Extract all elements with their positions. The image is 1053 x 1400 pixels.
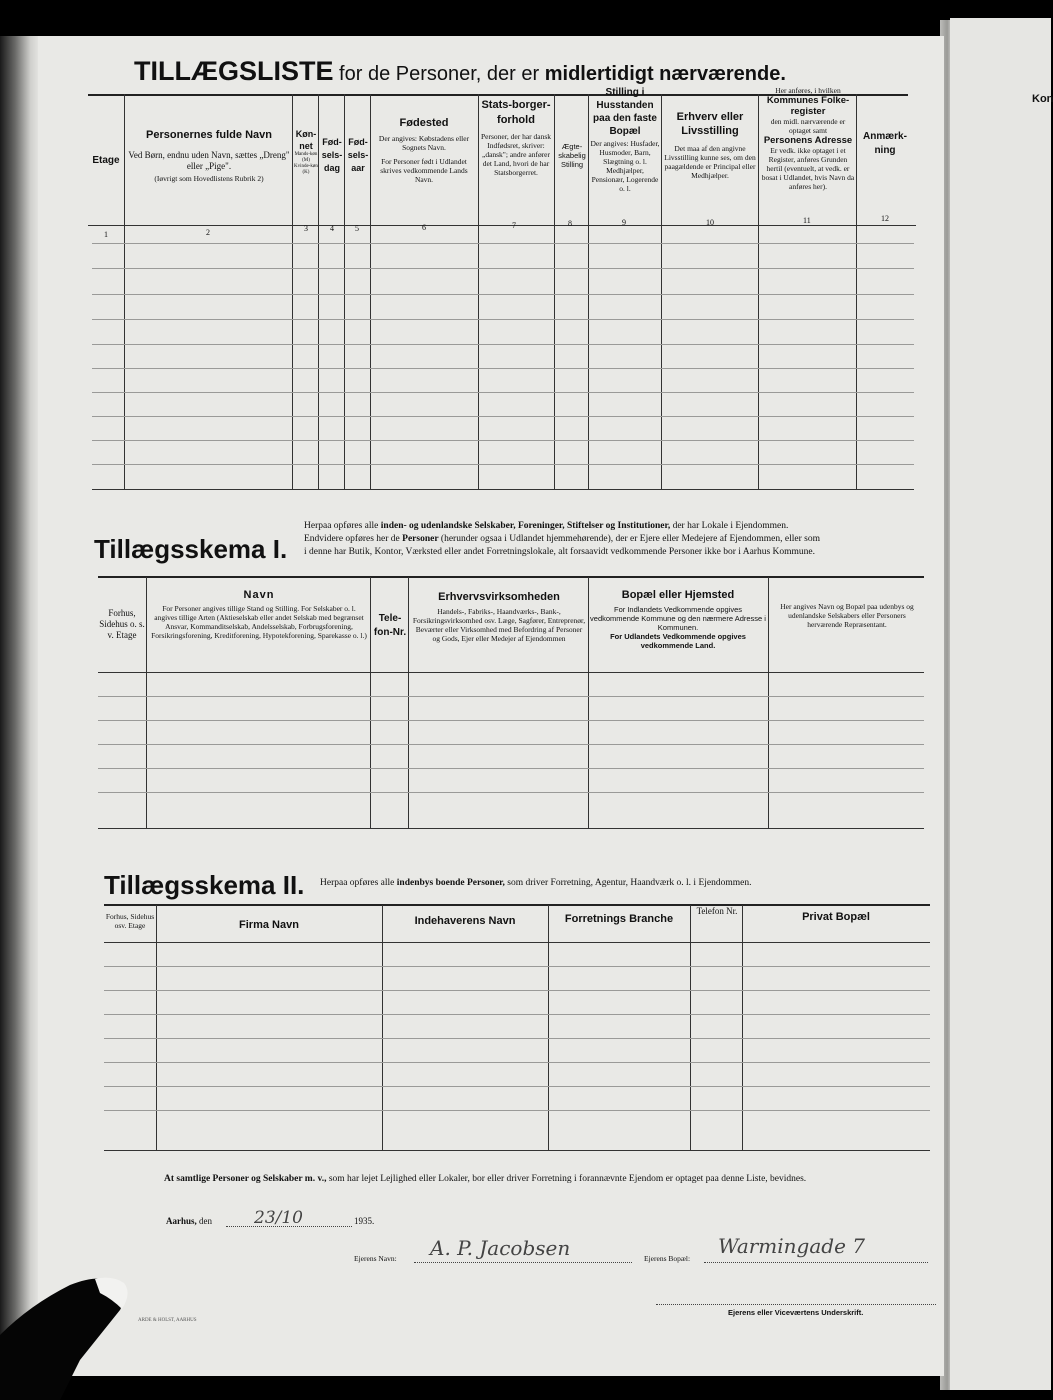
- form-page: TILLÆGSLISTE for de Personer, der er midlertidigt nærværende. Etage Personernes fulde Navn Ved Børn, endnu uden Navn, sættes „Dreng" eller „Pige". (Iøvrigt som Hovedlistens Rubrik 2) Køn-net Mands-køn (M) Kvinde-køn (K) Fød-sels-dag Fød-sels-aar Fødested Der angives: Købstadens eller Sognets Navn. For Personer født i Udlandet skrives vedkommende Lands Navn. Stats-borger-forhold Personer, der har dansk Indfødsret, skriver: „dansk"; andre anfører det Land, hvori de har Statsborgerret. Ægte-skabelig Stilling Stilling i Husstanden paa den faste Bopæl Der angives: Husfader, Husmoder, Barn, Slægtning o. l. Medhjælper, Pensionær, Logerende o. l. Erhverv eller Livsstilling Det maa af den angivne Livsstilling kunne ses, om den paagældende er Principal eller Medhjælper. Her anføres, i hvilken Kommunes Folke-register den midl. nærværende er optaget samt Personens Adresse Er vedk. ikke optaget i et Register, anføres Grunden hertil (eventuelt, at vedk. er bosat i Udlandet, hvis Navn da anføres her). Anmærk-ning 1 2 3 4 5 6 7 8 9 10 11 12 Tillægsskema I. Herpaa opføres alle inden- og udenlandske Selskaber, Foreninger, Stiftelser og Institutioner, der har Lokale i Ejendommen. Endvidere opføres her de Personer (herunder ogsaa i Udlandet hjemmehørende), der er Ejere eller Medejere af Ejendommen, eller som i denne har Butik, Kontor, Værksted eller andet Forretningslokale, alt forsaavidt vedkommende Personer ikke bor i Aarhus Kommune. Forhus, Sidehus o. s. v. Etage Navn For Personer angives tillige Stand og Stilling. For Selskaber o. l. angives tillige Arten (Aktieselskab eller andet Selskab med begrænset Ansvar, Kommanditselskab, Andelsselskab, Forbrugsforening, Forsikringsforening, Kreditforening, Hypotekforening, Sparekasse o. l.) Tele-fon-Nr. Erhvervsvirksomheden Handels-, Fabriks-, Haandværks-, Bank-, Forsikringsvirksomhed osv. Læge, Sagfører, Entreprenør, Beværter eller Virksomhed med Befordring af Personer og Gods, Ejer eller Medejer af Ejendommen Bopæl eller Hjemsted For Indlandets Vedkommende opgives vedkommende Kommune og den nærmere Adresse i Kommunen. For Udlandets Vedkommende opgives vedkommende Land. Her angives Navn og Bopæl paa udenbys og udenlandske Selskabers eller Personers herværende Repræsentant. Tillægsskema II. Herpaa opføres alle indenbys boende Personer, som driver Forretning, Agentur, Haandværk o. l. i Ejendommen. Forhus, Sidehus osv. Etage Firma Navn Indehaverens Navn Forretnings Branche Telefon Nr. Privat Bopæl At samtlige Personer og Selskaber m. v., som har lejet Lejlighed eller Lokaler, bor eller driver Forretning i forannævnte Ejendom er optaget paa denne Liste, bevidnes. Aarhus, den 23/10 1935. Ejerens Navn: A. P. Jacobsen Ejerens Bopæl: Warmingade 7 Ejerens eller Viceværtens Underskrift. ARDE & HOLST, AARHUS: [38, 36, 944, 1376]
- col-erhverv: Erhverv eller Livsstilling Det maa af den angivne Livsstilling kunne ses, om den paagældende er Principal eller Medhjælper.: [664, 111, 756, 180]
- skema1-col-repraesentant: Her angives Navn og Bopæl paa udenbys og udenlandske Selskabers eller Personers herværende Repræsentant.: [780, 602, 914, 629]
- owner-address-label: Ejerens Bopæl:: [644, 1254, 691, 1263]
- skema1-col-erhverv: Erhvervsvirksomheden Handels-, Fabriks-, Haandværks-, Bank-, Forsikringsvirksomhed osv. Læge, Sagfører, Entreprenør, Beværter eller Virksomhed med Befordring af Personer og Gods, Ejer eller Medejer af Ejendommen: [412, 591, 586, 643]
- footer-city: Aarhus, den: [166, 1216, 213, 1226]
- skema1-title: Tillægsskema I.: [94, 534, 288, 564]
- book-spine: [0, 36, 38, 1376]
- signature-label: Ejerens eller Viceværtens Underskrift.: [728, 1308, 864, 1317]
- handwritten-date: 23/10: [254, 1208, 303, 1228]
- col-statsborgerforhold: Stats-borger-forhold Personer, der har dansk Indfødsret, skriver: „dansk"; andre anfører det Land, hvori de har Statsborgerret.: [480, 99, 552, 177]
- handwritten-owner-address: Warmingade 7: [718, 1234, 865, 1258]
- footer-statement: At samtlige Personer og Selskaber m. v., som har lejet Lejlighed eller Lokaler, bor eller driver Forretning i forannævnte Ejendom er optaget paa denne Liste, bevidnes.: [164, 1174, 807, 1184]
- col-stilling-husstand: Stilling i Husstanden paa den faste Bopæl Der angives: Husfader, Husmoder, Barn, Slægtning o. l. Medhjælper, Pensionær, Logerende o. l.: [590, 87, 660, 193]
- col-foedested: Fødested Der angives: Købstadens eller Sognets Navn. For Personer født i Udlandet skrives vedkommende Lands Navn.: [378, 117, 470, 184]
- skema1-col-telefon: Tele-fon-Nr.: [373, 613, 407, 638]
- skema2-title: Tillægsskema II.: [104, 870, 305, 900]
- skema2-col-indehaver: Indehaverens Navn: [414, 915, 516, 927]
- col-aegteskabelig-stilling: Ægte-skabelig Stilling: [558, 142, 586, 169]
- handwritten-owner-name: A. P. Jacobsen: [430, 1236, 571, 1260]
- skema2-intro: Herpaa opføres alle indenbys boende Personer, som driver Forretning, Agentur, Haandværk o. l. i Ejendommen.: [320, 878, 752, 888]
- skema2-col-firma: Firma Navn: [239, 919, 299, 931]
- skema2-col-etage: Forhus, Sidehus osv. Etage: [105, 912, 155, 930]
- facing-page-text: Kon: [1032, 93, 1053, 105]
- tillaegsliste-title: TILLÆGSLISTE for de Personer, der er midlertidigt nærværende.: [134, 56, 786, 86]
- facing-page: [950, 18, 1051, 1390]
- col-foedselsdag: Fød-sels-dag: [321, 137, 343, 173]
- col-etage: Etage: [92, 155, 120, 166]
- col-folkeregister: Her anføres, i hvilken Kommunes Folke-register den midl. nærværende er optaget samt Personens Adresse Er vedk. ikke optaget i et Register, anføres Grunden hertil (eventuelt, at vedk. er bosat i Udlandet, hvis Navn da anføres her).: [761, 86, 855, 191]
- thumb-shadow: [0, 1275, 150, 1400]
- printer-mark: ARDE & HOLST, AARHUS: [138, 1318, 197, 1323]
- footer-year: 1935.: [354, 1216, 375, 1226]
- skema1-col-etage: Forhus, Sidehus o. s. v. Etage: [99, 608, 145, 640]
- col-koen: Køn-net Mands-køn (M) Kvinde-køn (K): [294, 129, 318, 175]
- skema2-col-telefon: Telefon Nr.: [696, 906, 738, 916]
- skema1-intro: Herpaa opføres alle inden- og udenlandske Selskaber, Foreninger, Stiftelser og Institutioner, der har Lokale i Ejendommen. Endvidere opføres her de Personer (herunder ogsaa i Udlandet hjemmehørende), der er Ejere eller Medejere af Ejendommen, eller som i denne har Butik, Kontor, Værksted eller andet Forretningslokale, alt forsaavidt vedkommende Personer ikke bor i Aarhus Kommune.: [304, 521, 820, 557]
- col-navn: Personernes fulde Navn Ved Børn, endnu uden Navn, sættes „Dreng" eller „Pige". (Iøvrigt som Hovedlistens Rubrik 2): [128, 129, 290, 183]
- skema2-col-privat-bopael: Privat Bopæl: [802, 911, 870, 923]
- owner-name-label: Ejerens Navn:: [354, 1254, 397, 1263]
- skema1-col-navn: Navn For Personer angives tillige Stand og Stilling. For Selskaber o. l. angives tillige Arten (Aktieselskab eller andet Selskab med begrænset Ansvar, Kommanditselskab, Andelsselskab, Forbrugsforening, Forsikringsforening, Kreditforening, Hypotekforening, Sparekasse o. l.): [151, 589, 367, 640]
- skema1-col-bopael: Bopæl eller Hjemsted For Indlandets Vedkommende opgives vedkommende Kommune og den nærmere Adresse i Kommunen. For Udlandets Vedkommende opgives vedkommende Land.: [590, 589, 766, 650]
- skema2-col-branche: Forretnings Branche: [564, 913, 674, 925]
- col-anmaerkning: Anmærk-ning: [863, 131, 907, 156]
- col-foedselsaar: Fød-sels-aar: [347, 137, 369, 173]
